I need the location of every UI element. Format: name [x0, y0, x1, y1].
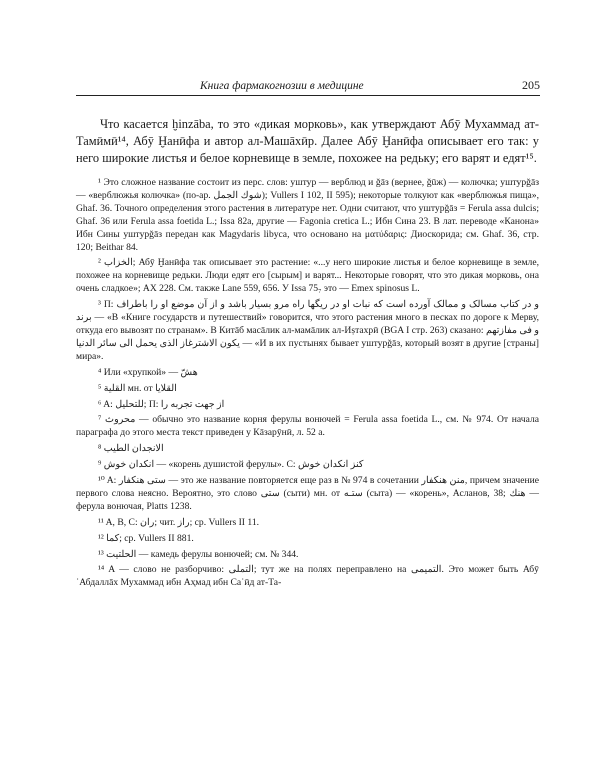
running-title: Книга фармакогнозии в медицине: [200, 80, 364, 92]
footnote-9: ⁹ انکدان خوش — «корень душистой ферулы». С: کنز انکدان خوش: [98, 459, 364, 471]
footnote-5: ⁵ القلية мн. от القلايا: [98, 382, 177, 394]
page-number: 205: [522, 78, 540, 92]
main-paragraph: Что касается ḫinzāba, то это «дикая морковь», как утверждают Абӯ Мухаммад ат-Тамӣмӣ¹⁴, Абӯ Ḫанӣфа и автор ал-Машāхӣр. Далее Абӯ Ḫанӣфа описывает его так: у него широкие листья и белое корневище в земле, похожее на редьку; его варят и едят¹⁵.: [76, 117, 539, 165]
footnote-12: ¹² كما; ср. Vullers II 881.: [98, 532, 194, 544]
footnote-14: ¹⁴ A — слово не разборчиво: التملى; тут же на полях переправлено на التميمى. Это может быть Абӯ ʿАбдаллāх Мухаммад ибн Аҳмад ибн Саʿӣд ат-Та-: [76, 564, 539, 589]
footnote-4: ⁴ Или «хрупкой» — هشّ: [98, 366, 198, 378]
footnote-1: ¹ Это сложное название состоит из перс. слов: уштур — верблюд и ğāз (вернее, ğūж) — колючка; уштурğāз — «верблюжья колючка» (по-ар. شوك الجمل); Vullers I 102, II 595); некоторые толкуют как «верблюжья пища», Ghaf. 36. Точного определения этого растения в литературе нет. Одни считают, что уштурğāз = Ferula assa dulcis; Ghaf. 36 или Ferula assa foetida L.; Issa 82a, другие — Fagonia cretica L.; Ибн Сина 23. В лат. переводе «Канона» Ибн Сины уштурğāз передан как Magydaris libyca, что основано на ματύδαρις: Диоскорида; см. Ghaf. 36, стр. 120; Beithar 84.: [76, 177, 539, 253]
footnote-10: ¹⁰ A: ستى هنكفار — это же название повторяется еще раз в № 974 в сочетании منن هنكفار, причем значение первого слова неясно. Вероятно, это слово ستى (сыти) мн. от ستـه (сыта) — «корень», Асланов, 38; هنك — ферула вонючая, Platts 1238.: [76, 475, 539, 512]
footnote-3: ³ П: و در کتاب مسالک و ممالک آورده است که نبات او در ریگها راه مرو بسیار باشد و از آن موضع او را باطراف برند — «В «Книге государств и путешествий» говорится, что этого растения много в песках по дороге к Мерву, откуда его вывозят по странам». В Китāб масāлик ал-мамāлик ал-Иṣтахрӣ (BGA I стр. 263) сказано: و فى مفازتهم يكون الاشترغاز الذى يحمل الى سائر الدنيا — «И в их пустынях бывает уштурğāз, который возят в другие [страны] мира».: [76, 299, 540, 362]
footnotes: [76, 177, 539, 593]
footnote-8: ⁸ الانجدان الطيب: [98, 443, 164, 455]
footnote-11: ¹¹ A, B, C: ران; чит. راز; ср. Vullers II 11.: [98, 516, 260, 528]
header-rule: [76, 95, 540, 96]
footnote-2: ² الخزاب; Абӯ Ḫанӣфа так описывает это растение: «...у него широкие листья и белое корневище в земле, похожее на корневище редьки. Люди едят его [сырым] и варят... Некоторые говорят, что это дикая морковь, она очень сладкое»; AX 228. См. также Lane 559, 656. У Issa 75₇ это — Emex spinosus L.: [76, 257, 539, 295]
footnote-13: ¹³ الحلتيت — камедь ферулы вонючей; см. № 344.: [98, 548, 299, 560]
footnote-7: ⁷ محروث — обычно это название корня ферулы вонючей = Ferula assa foetida L., см. № 974. От начала параграфа до этого места текст приведен у Кāзарӯнӣ, л. 52 а.: [76, 414, 539, 439]
page-header: [76, 78, 540, 93]
footnote-6: ⁶ A: للتحليل; П: از جهت تجربه را: [98, 398, 225, 410]
